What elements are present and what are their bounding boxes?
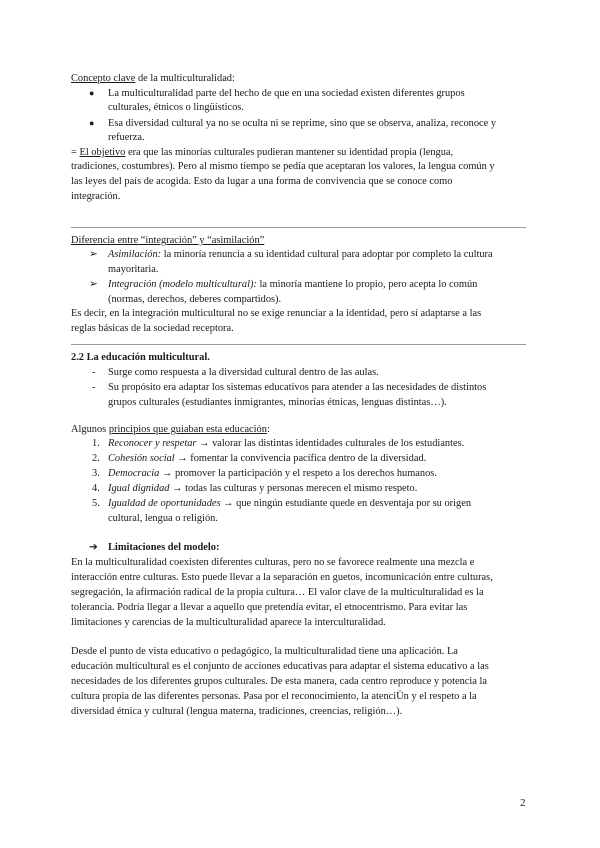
dash-line: Surge como respuesta a la diversidad cultural dentro de las aulas. xyxy=(108,367,379,378)
paragraph-line: tolerancia. Podría llegar a llevar a aquello que pretendía evitar, el etnocentrismo. Para evitar las xyxy=(71,602,468,613)
paragraph-line: interacción entre culturas. Esto puede llevar a la separación en guetos, incomunicación entre culturas, xyxy=(71,572,493,583)
list-number: 1. xyxy=(92,438,100,449)
arrowhead-bullet-icon: ➢ xyxy=(89,279,98,290)
bullet-dot: ● xyxy=(89,88,95,98)
bullet-line: Esa diversidad cultural ya no se oculta ni se reprime, sino que se observa, analiza, reconoce y xyxy=(108,118,497,129)
principle-item: Igual dignidad → todas las culturas y personas merecen el mismo respeto. xyxy=(108,483,418,494)
assimilation-line: Asimilación: la minoría renuncia a su identidad cultural para adoptar por completo la cultura xyxy=(108,249,493,260)
principle-item: Cohesión social → fomentar la convivencia pacífica dentro de la diversidad. xyxy=(108,453,427,464)
divider xyxy=(71,227,526,228)
objective-line: integración. xyxy=(71,191,121,202)
paragraph-line: educación multicultural es el conjunto de acciones educativas para adaptar el sistema educativo a las xyxy=(71,661,489,672)
dash-line: Su propósito era adaptar los sistemas educativos para atender a las necesidades de distintos xyxy=(108,382,487,393)
integration-line: Integración (modelo multicultural): la minoría mantiene lo propio, pero acepta lo común xyxy=(108,279,478,290)
objective-line: tradiciones, costumbres). Pero al mismo tiempo se pedía que aceptaran los valores, la lengua común y xyxy=(71,161,495,172)
section-heading: 2.2 La educación multicultural. xyxy=(71,352,210,363)
bullet-line: La multiculturalidad parte del hecho de que en una sociedad existen diferentes grupos xyxy=(108,88,465,99)
objective-line: las leyes del país de acogida. Esto da lugar a una forma de convivencia que se conoce como xyxy=(71,176,453,187)
paragraph-line: necesidades de los diferentes grupos culturales. De esta manera, cada centro reproduce y potencia la xyxy=(71,676,488,687)
dash-line: grupos culturales (estudiantes inmigrantes, minorías étnicas, lenguas distintas…). xyxy=(108,397,447,408)
page-number: 2 xyxy=(520,797,526,809)
principle-item: Democracia → promover la participación y el respeto a los derechos humanos. xyxy=(108,468,437,479)
paragraph-line: segregación, la afirmación radical de la propia cultura… El valor clave de la multiculturalidad es la xyxy=(71,587,484,598)
paragraph-line: diversidad étnica y cultural (lengua materna, tradiciones, creencias, religión…). xyxy=(71,706,403,717)
limitations-heading: Limitaciones del modelo: xyxy=(108,542,220,553)
list-number: 3. xyxy=(92,468,100,479)
paragraph-line: limitaciones y carencias de la multiculturalidad aparece la interculturalidad. xyxy=(71,617,386,628)
dash-bullet: - xyxy=(92,382,96,393)
dash-bullet: - xyxy=(92,367,96,378)
principle-item-cont: cultural, lengua o religión. xyxy=(108,513,218,524)
difference-heading: Diferencia entre “integración” y “asimilación” xyxy=(71,235,265,246)
objective-line: = El objetivo era que las minorías culturales pudieran mantener su identidad propia (lengua, xyxy=(71,147,454,158)
list-number: 5. xyxy=(92,498,100,509)
paragraph-line: Desde el punto de vista educativo o pedagógico, la multiculturalidad tiene una aplicación. La xyxy=(71,646,458,657)
assimilation-line: mayoritaria. xyxy=(108,264,159,275)
bullet-line: culturales, étnicos o lingüísticos. xyxy=(108,102,244,113)
paragraph-line: En la multiculturalidad coexisten diferentes culturas, pero no se favorece realmente una mezcla e xyxy=(71,557,475,568)
bullet-dot: ● xyxy=(89,118,95,128)
concept-heading: Concepto clave de la multiculturalidad: xyxy=(71,73,235,84)
divider xyxy=(71,344,526,345)
principles-intro: Algunos principios que guiaban esta educación: xyxy=(71,424,270,435)
arrow-right-icon: ➔ xyxy=(89,542,98,553)
conclusion-line: reglas básicas de la sociedad receptora. xyxy=(71,323,234,334)
integration-line: (normas, derechos, deberes compartidos). xyxy=(108,294,282,305)
principle-item: Reconocer y respetar → valorar las distintas identidades culturales de los estudiantes. xyxy=(108,438,465,449)
paragraph-line: cultura propia de las diferentes personas. Pasa por el reconocimiento, la atenciÜn y el respeto a la xyxy=(71,691,477,702)
principle-item: Igualdad de oportunidades → que ningún estudiante quede en desventaja por su origen xyxy=(108,498,472,509)
arrowhead-bullet-icon: ➢ xyxy=(89,249,98,260)
list-number: 2. xyxy=(92,453,100,464)
conclusion-line: Es decir, en la integración multicultural no se exige renunciar a la identidad, pero sí adaptarse a las xyxy=(71,308,482,319)
bullet-line: refuerza. xyxy=(108,132,145,143)
list-number: 4. xyxy=(92,483,100,494)
